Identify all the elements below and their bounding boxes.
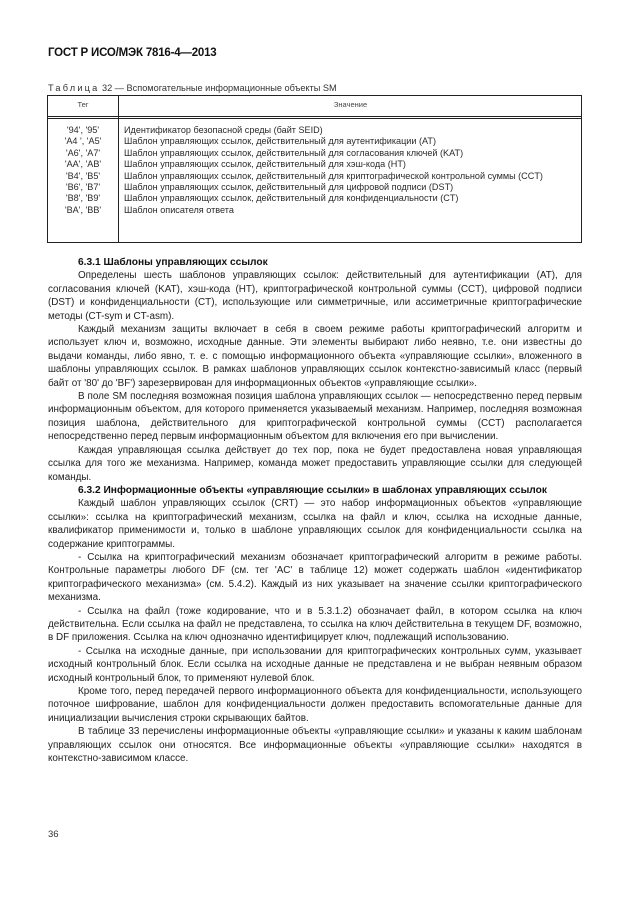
sm-objects-table — [47, 95, 582, 243]
table-row — [48, 148, 581, 159]
page-number: 36 — [48, 829, 59, 840]
cell-tag: 'A6', 'A7' — [65, 147, 101, 158]
document-header: ГОСТ Р ИСО/МЭК 7816-4—2013 — [48, 47, 217, 59]
table-row — [48, 171, 581, 182]
table-row — [48, 159, 581, 170]
cell-value: Шаблон управляющих ссылок, действительный для хэш-кода (HT) — [124, 159, 406, 170]
cell-value: Шаблон управляющих ссылок, действительный для конфиденциальности (CT) — [124, 193, 459, 204]
table-caption — [48, 83, 337, 93]
cell-tag: 'B6', 'B7' — [65, 182, 101, 193]
paragraph: В таблице 33 перечислены информационные объекты «управляющие ссылки» и указаны к каким шаблонам управляющих ссылок они относятся. Все информационные объекты «управляющие ссылки» находятся в контекстно-зависимом классе. — [48, 726, 582, 765]
table-row — [48, 136, 581, 147]
section-heading-6-3-2: 6.3.2 Информационные объекты «управляющие ссылки» в шаблонах управляющих ссылок — [78, 484, 547, 496]
table-caption-title: 32 — Вспомогательные информационные объекты SM — [99, 83, 337, 93]
paragraph: Каждый механизм защиты включает в себя в своем режиме работы криптографический алгоритм и использует ключ и, возможно, исходные данные. Эти элементы выбирают либо неявно, т.е. они известны до выдачи команды, либо явно, т. е. с помощью информационного объекта «управляющие ссылки», вложенного в шаблоны управляющих ссылок. В рамках шаблонов управляющих ссылок контекстно-зависимый класс (первый байт от '80' до 'BF') зарезервирован для информационных объектов «управляющие ссылки». — [48, 324, 582, 389]
cell-value: Идентификатор безопасной среды (байт SEID) — [124, 125, 323, 135]
table-body — [48, 125, 581, 216]
list-item: - Ссылка на файл (тоже кодирование, что и в 5.3.1.2) обозначает файл, в котором ссылка на ключ действительна. Если ссылка на файл не представлена, то ссылка на ключ действительна в текущем DF, возможно, в DF приложения. Ссылка на ключ однозначно идентифицирует ключ, подлежащий использованию. — [48, 605, 582, 644]
cell-tag: '94', '95' — [66, 125, 100, 135]
cell-tag: 'BA', 'BB' — [64, 204, 102, 215]
table-caption-prefix: Таблица — [48, 83, 100, 93]
table-row — [48, 193, 581, 204]
table-row — [48, 182, 581, 193]
cell-value: Шаблон управляющих ссылок, действительный для криптографической контрольной суммы (CCT) — [124, 170, 543, 181]
list-item: - Ссылка на исходные данные, при использовании для криптографических контрольных сумм, указывает исходный контрольный блок. Если ссылка на исходные данные не представлена и не выбран неявным образом исходный контрольный блок, то применяют нулевой блок. — [48, 645, 582, 684]
table-header — [48, 96, 581, 119]
cell-value: Шаблон описателя ответа — [124, 204, 234, 215]
cell-value: Шаблон управляющих ссылок, действительный для согласования ключей (KAT) — [124, 147, 464, 158]
paragraph: Каждый шаблон управляющих ссылок (CRT) — это набор информационных объектов «управляющие ссылки»: ссылка на криптографический механизм, ссылка на файл и ключ, ссылка на исходные данные, квалификатор применимости и, только в шаблоне управляющих ссылок для конфиденциальности ссылка на содержание криптограммы. — [48, 498, 582, 550]
column-header-value: Значение — [333, 100, 368, 109]
paragraph: В поле SM последняя возможная позиция шаблона управляющих ссылок — непосредственно перед первым информационным объектом, для которого применяется указываемый механизм. Например, последняя возможная позиция шаблона, действительного для криптографической контрольной суммы (CCT) располагается непосредственно перед первым информационным объектом для включения его при вычислении. — [48, 391, 582, 443]
paragraph: Каждая управляющая ссылка действует до тех пор, пока не будет предоставлена новая управляющая ссылка для того же механизма. Например, команда может предоставить управляющие ссылки для следующей команды. — [48, 444, 582, 483]
paragraph: Кроме того, перед передачей первого информационного объекта для конфиденциальности, использующего поточное шифрование, шаблон для конфиденциальности должен предоставить вспомогательные данные для инициализации вычисления строки скрывающих байтов. — [48, 686, 582, 724]
table-row — [48, 125, 581, 136]
paragraph: Определены шесть шаблонов управляющих ссылок: действительный для аутентификации (AT), для согласования ключей (KAT), хэш-кода (HT), криптографической контрольной суммы (CCT), цифровой подписи (DST) и конфиденциальности (CT), использующие или симметричные, или ассиметричные криптографические методы (CT-sym и CT-asm). — [48, 270, 582, 322]
column-header-tag: Тег — [77, 100, 89, 109]
cell-tag: 'A4 ', 'A5' — [64, 136, 102, 147]
list-item: - Ссылка на криптографический механизм обозначает криптографический алгоритм в режиме работы. Контрольные параметры любого DF (см. тег 'AC' в таблице 12) может содержать шаблон «идентификатор криптографического механизма» (см. 5.4.2). Каждый из них указывает на значение ссылки криптографического механизма. — [48, 551, 582, 604]
cell-tag: 'AA', 'AB' — [64, 159, 102, 170]
cell-tag: 'B4', 'B5' — [65, 170, 101, 181]
cell-value: Шаблон управляющих ссылок, действительный для цифровой подписи (DST) — [124, 182, 454, 193]
document-body — [48, 256, 582, 765]
cell-value: Шаблон управляющих ссылок, действительный для аутентификации (AT) — [124, 136, 436, 147]
table-row — [48, 205, 581, 216]
section-heading-6-3-1: 6.3.1 Шаблоны управляющих ссылок — [78, 257, 268, 268]
cell-tag: 'B8', 'B9' — [65, 193, 101, 204]
